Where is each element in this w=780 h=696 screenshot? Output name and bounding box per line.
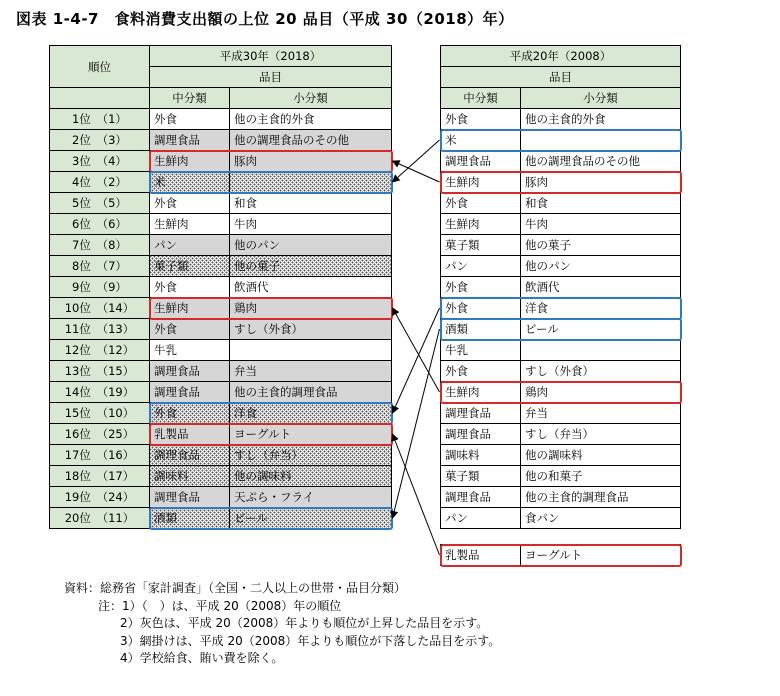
- rank-cell: 15位 （10）: [50, 403, 150, 424]
- small-category-cell: 鶏肉: [230, 298, 392, 319]
- mid-category-cell: 調理食品: [441, 403, 521, 424]
- rank-change-arrow: [393, 329, 440, 518]
- small-category-cell: 和食: [230, 193, 392, 214]
- mid-category-cell: 調味料: [150, 466, 230, 487]
- mid-category-cell: 外食: [441, 277, 521, 298]
- col-small-header-2018: 小分類: [230, 88, 392, 109]
- mid-category-cell: 調理食品: [150, 445, 230, 466]
- mid-category-cell: 生鮮肉: [150, 214, 230, 235]
- rank-cell: 17位 （16）: [50, 445, 150, 466]
- small-category-cell: すし（弁当）: [230, 445, 392, 466]
- small-category-cell: すし（外食）: [521, 361, 681, 382]
- mid-category-cell: パン: [150, 235, 230, 256]
- small-category-cell: 弁当: [521, 403, 681, 424]
- small-category-cell: 弁当: [230, 361, 392, 382]
- small-category-cell: 他の主食的調理食品: [230, 382, 392, 403]
- small-category-cell: 他のパン: [521, 256, 681, 277]
- rank-cell: 9位 （9）: [50, 277, 150, 298]
- small-category-cell: 他の調理食品のその他: [230, 130, 392, 151]
- mid-category-cell: 外食: [150, 109, 230, 130]
- rank-cell: 19位 （24）: [50, 487, 150, 508]
- small-category-cell: 他の調味料: [230, 466, 392, 487]
- note-1: 注：1）（ ）は、平成 20（2008）年の順位: [98, 598, 342, 613]
- rank-change-arrow: [393, 161, 440, 182]
- small-category-cell: 他の調味料: [521, 445, 681, 466]
- small-category-cell: 鶏肉: [521, 382, 681, 403]
- mid-category-cell: 生鮮肉: [441, 214, 521, 235]
- period-header-2018: 平成30年（2018）: [150, 46, 392, 67]
- rank-cell: 7位 （8）: [50, 235, 150, 256]
- mid-category-cell: 生鮮肉: [441, 382, 521, 403]
- small-category-cell: 豚肉: [230, 151, 392, 172]
- note-4: 4）学校給食、賄い費を除く。: [120, 651, 284, 665]
- small-category-cell: 他の調理食品のその他: [521, 151, 681, 172]
- mid-category-cell: 調理食品: [441, 424, 521, 445]
- mid-category-cell: 生鮮肉: [150, 151, 230, 172]
- mid-category-cell: 調理食品: [441, 487, 521, 508]
- item-header-2008: 品目: [441, 67, 681, 88]
- rank-cell: 6位 （6）: [50, 214, 150, 235]
- rank-change-arrow: [393, 140, 440, 182]
- mid-category-cell: 外食: [441, 193, 521, 214]
- small-category-cell: ビール: [521, 319, 681, 340]
- notes: [64, 580, 500, 668]
- small-category-cell: 和食: [521, 193, 681, 214]
- small-category-cell: 洋食: [230, 403, 392, 424]
- extra-small-cell: ヨーグルト: [521, 545, 681, 566]
- mid-category-cell: 外食: [441, 109, 521, 130]
- mid-category-cell: パン: [441, 256, 521, 277]
- mid-category-cell: 乳製品: [150, 424, 230, 445]
- rank-cell: 3位 （4）: [50, 151, 150, 172]
- mid-category-cell: 調理食品: [150, 487, 230, 508]
- page-title: 図表 1-4-7 食料消費支出額の上位 20 品目（平成 30（2018）年）: [16, 10, 514, 28]
- rank-cell: 14位 （19）: [50, 382, 150, 403]
- rank-cell: 8位 （7）: [50, 256, 150, 277]
- small-category-cell: 天ぷら・フライ: [230, 487, 392, 508]
- mid-category-cell: 調理食品: [150, 130, 230, 151]
- small-category-cell: 他の菓子: [230, 256, 392, 277]
- col-mid-header-2008: 中分類: [441, 88, 521, 109]
- mid-category-cell: 生鮮肉: [441, 172, 521, 193]
- source-note: 資料：総務省「家計調査」（全国・二人以上の世帯・品目分類）: [64, 581, 407, 595]
- mid-category-cell: 外食: [150, 319, 230, 340]
- note-3: 3）網掛けは、平成 20（2008）年よりも順位が下落した品目を示す。: [120, 633, 501, 648]
- rank-change-arrow: [393, 308, 440, 413]
- small-category-cell: すし（弁当）: [521, 424, 681, 445]
- small-category-cell: すし（外食）: [230, 319, 392, 340]
- period-header-2008: 平成20年（2008）: [441, 46, 681, 67]
- mid-category-cell: 生鮮肉: [150, 298, 230, 319]
- mid-category-cell: 調理食品: [150, 382, 230, 403]
- item-header-2018: 品目: [150, 67, 392, 88]
- rank-cell: 2位 （3）: [50, 130, 150, 151]
- rank-change-arrow: [393, 434, 440, 555]
- mid-category-cell: 酒類: [150, 508, 230, 529]
- rank-cell: 13位 （15）: [50, 361, 150, 382]
- mid-category-cell: 酒類: [441, 319, 521, 340]
- small-category-cell: 豚肉: [521, 172, 681, 193]
- note-2: 2）灰色は、平成 20（2008）年よりも順位が上昇した品目を示す。: [120, 616, 489, 630]
- rank-cell: 18位 （17）: [50, 466, 150, 487]
- small-category-cell: 他の主食的調理食品: [521, 487, 681, 508]
- extra-mid-cell: 乳製品: [441, 545, 521, 566]
- rank-cell: 11位 （13）: [50, 319, 150, 340]
- rank-cell: 5位 （5）: [50, 193, 150, 214]
- small-category-cell: 他の主食的外食: [521, 109, 681, 130]
- mid-category-cell: 外食: [150, 193, 230, 214]
- rank-change-arrow: [393, 308, 440, 392]
- rank-cell: 12位 （12）: [50, 340, 150, 361]
- rank-cell: 10位 （14）: [50, 298, 150, 319]
- mid-category-cell: 調理食品: [150, 361, 230, 382]
- rank-cell: 20位 （11）: [50, 508, 150, 529]
- mid-category-cell: 菓子類: [441, 235, 521, 256]
- mid-category-cell: 外食: [441, 361, 521, 382]
- mid-category-cell: 外食: [441, 298, 521, 319]
- small-category-cell: 食パン: [521, 508, 681, 529]
- small-category-cell: ビール: [230, 508, 392, 529]
- small-category-cell: 他の和菓子: [521, 466, 681, 487]
- small-category-cell: 洋食: [521, 298, 681, 319]
- mid-category-cell: 菓子類: [150, 256, 230, 277]
- rank-cell: 1位 （1）: [50, 109, 150, 130]
- mid-category-cell: 牛乳: [441, 340, 521, 361]
- rank-cell: 16位 （25）: [50, 424, 150, 445]
- small-category-cell: 牛肉: [521, 214, 681, 235]
- rank-header: 順位: [50, 46, 150, 88]
- mid-category-cell: 調味料: [441, 445, 521, 466]
- mid-category-cell: 菓子類: [441, 466, 521, 487]
- small-category-cell: ヨーグルト: [230, 424, 392, 445]
- col-small-header-2008: 小分類: [521, 88, 681, 109]
- mid-category-cell: 牛乳: [150, 340, 230, 361]
- small-category-cell: 他の菓子: [521, 235, 681, 256]
- small-category-cell: 牛肉: [230, 214, 392, 235]
- mid-category-cell: 米: [150, 172, 230, 193]
- mid-category-cell: 外食: [150, 277, 230, 298]
- small-category-cell: 飲酒代: [521, 277, 681, 298]
- mid-category-cell: 外食: [150, 403, 230, 424]
- rank-cell: 4位 （2）: [50, 172, 150, 193]
- small-category-cell: 飲酒代: [230, 277, 392, 298]
- mid-category-cell: 調理食品: [441, 151, 521, 172]
- col-mid-header-2018: 中分類: [150, 88, 230, 109]
- mid-category-cell: パン: [441, 508, 521, 529]
- small-category-cell: 他の主食的外食: [230, 109, 392, 130]
- small-category-cell: 他のパン: [230, 235, 392, 256]
- mid-category-cell: 米: [441, 130, 521, 151]
